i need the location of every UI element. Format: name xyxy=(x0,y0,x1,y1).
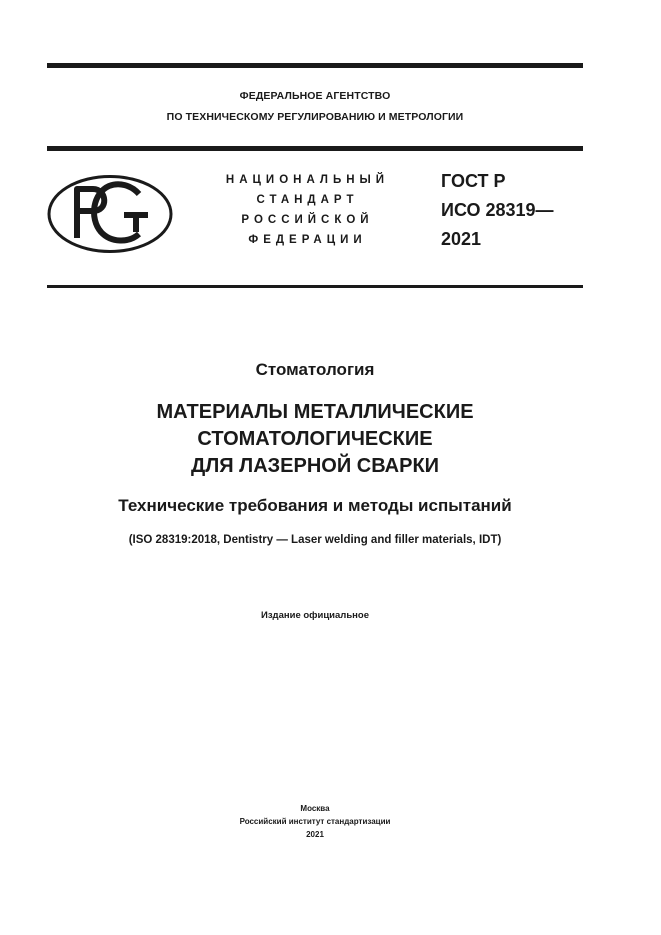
standard-designation-line-1: ГОСТ Р xyxy=(441,171,506,191)
top-rule xyxy=(47,63,583,68)
national-line-1: НАЦИОНАЛЬНЫЙ xyxy=(225,174,390,186)
national-line-3: РОССИЙСКОЙ xyxy=(241,214,374,226)
title-line-3: ДЛЯ ЛАЗЕРНОЙ СВАРКИ xyxy=(190,455,440,477)
publication-year: 2021 xyxy=(306,830,324,839)
bottom-rule xyxy=(47,285,583,288)
gost-r-circle-logo xyxy=(47,174,175,254)
iso-reference: (ISO 28319:2018, Dentistry — Laser welding and filler materials, IDT) xyxy=(128,534,502,546)
standard-designation-line-2: ИСО 28319— xyxy=(441,200,554,220)
publisher-city: Москва xyxy=(300,804,330,813)
edition-note: Издание официальное xyxy=(261,610,369,621)
national-line-2: СТАНДАРТ xyxy=(256,194,359,206)
agency-line-1: ФЕДЕРАЛЬНОЕ АГЕНТСТВО xyxy=(239,90,391,102)
middle-rule xyxy=(47,146,583,151)
publisher-name: Российский институт стандартизации xyxy=(239,817,391,826)
standard-designation-line-3: 2021 xyxy=(441,229,482,249)
subtitle: Технические требования и методы испытаний xyxy=(118,496,512,515)
subject-heading: Стоматология xyxy=(255,360,375,379)
agency-line-2: ПО ТЕХНИЧЕСКОМУ РЕГУЛИРОВАНИЮ И МЕТРОЛОГИИ xyxy=(166,111,464,123)
title-line-2: СТОМАТОЛОГИЧЕСКИЕ xyxy=(197,428,433,450)
national-line-4: ФЕДЕРАЦИИ xyxy=(248,234,367,246)
title-line-1: МАТЕРИАЛЫ МЕТАЛЛИЧЕСКИЕ xyxy=(156,401,474,423)
